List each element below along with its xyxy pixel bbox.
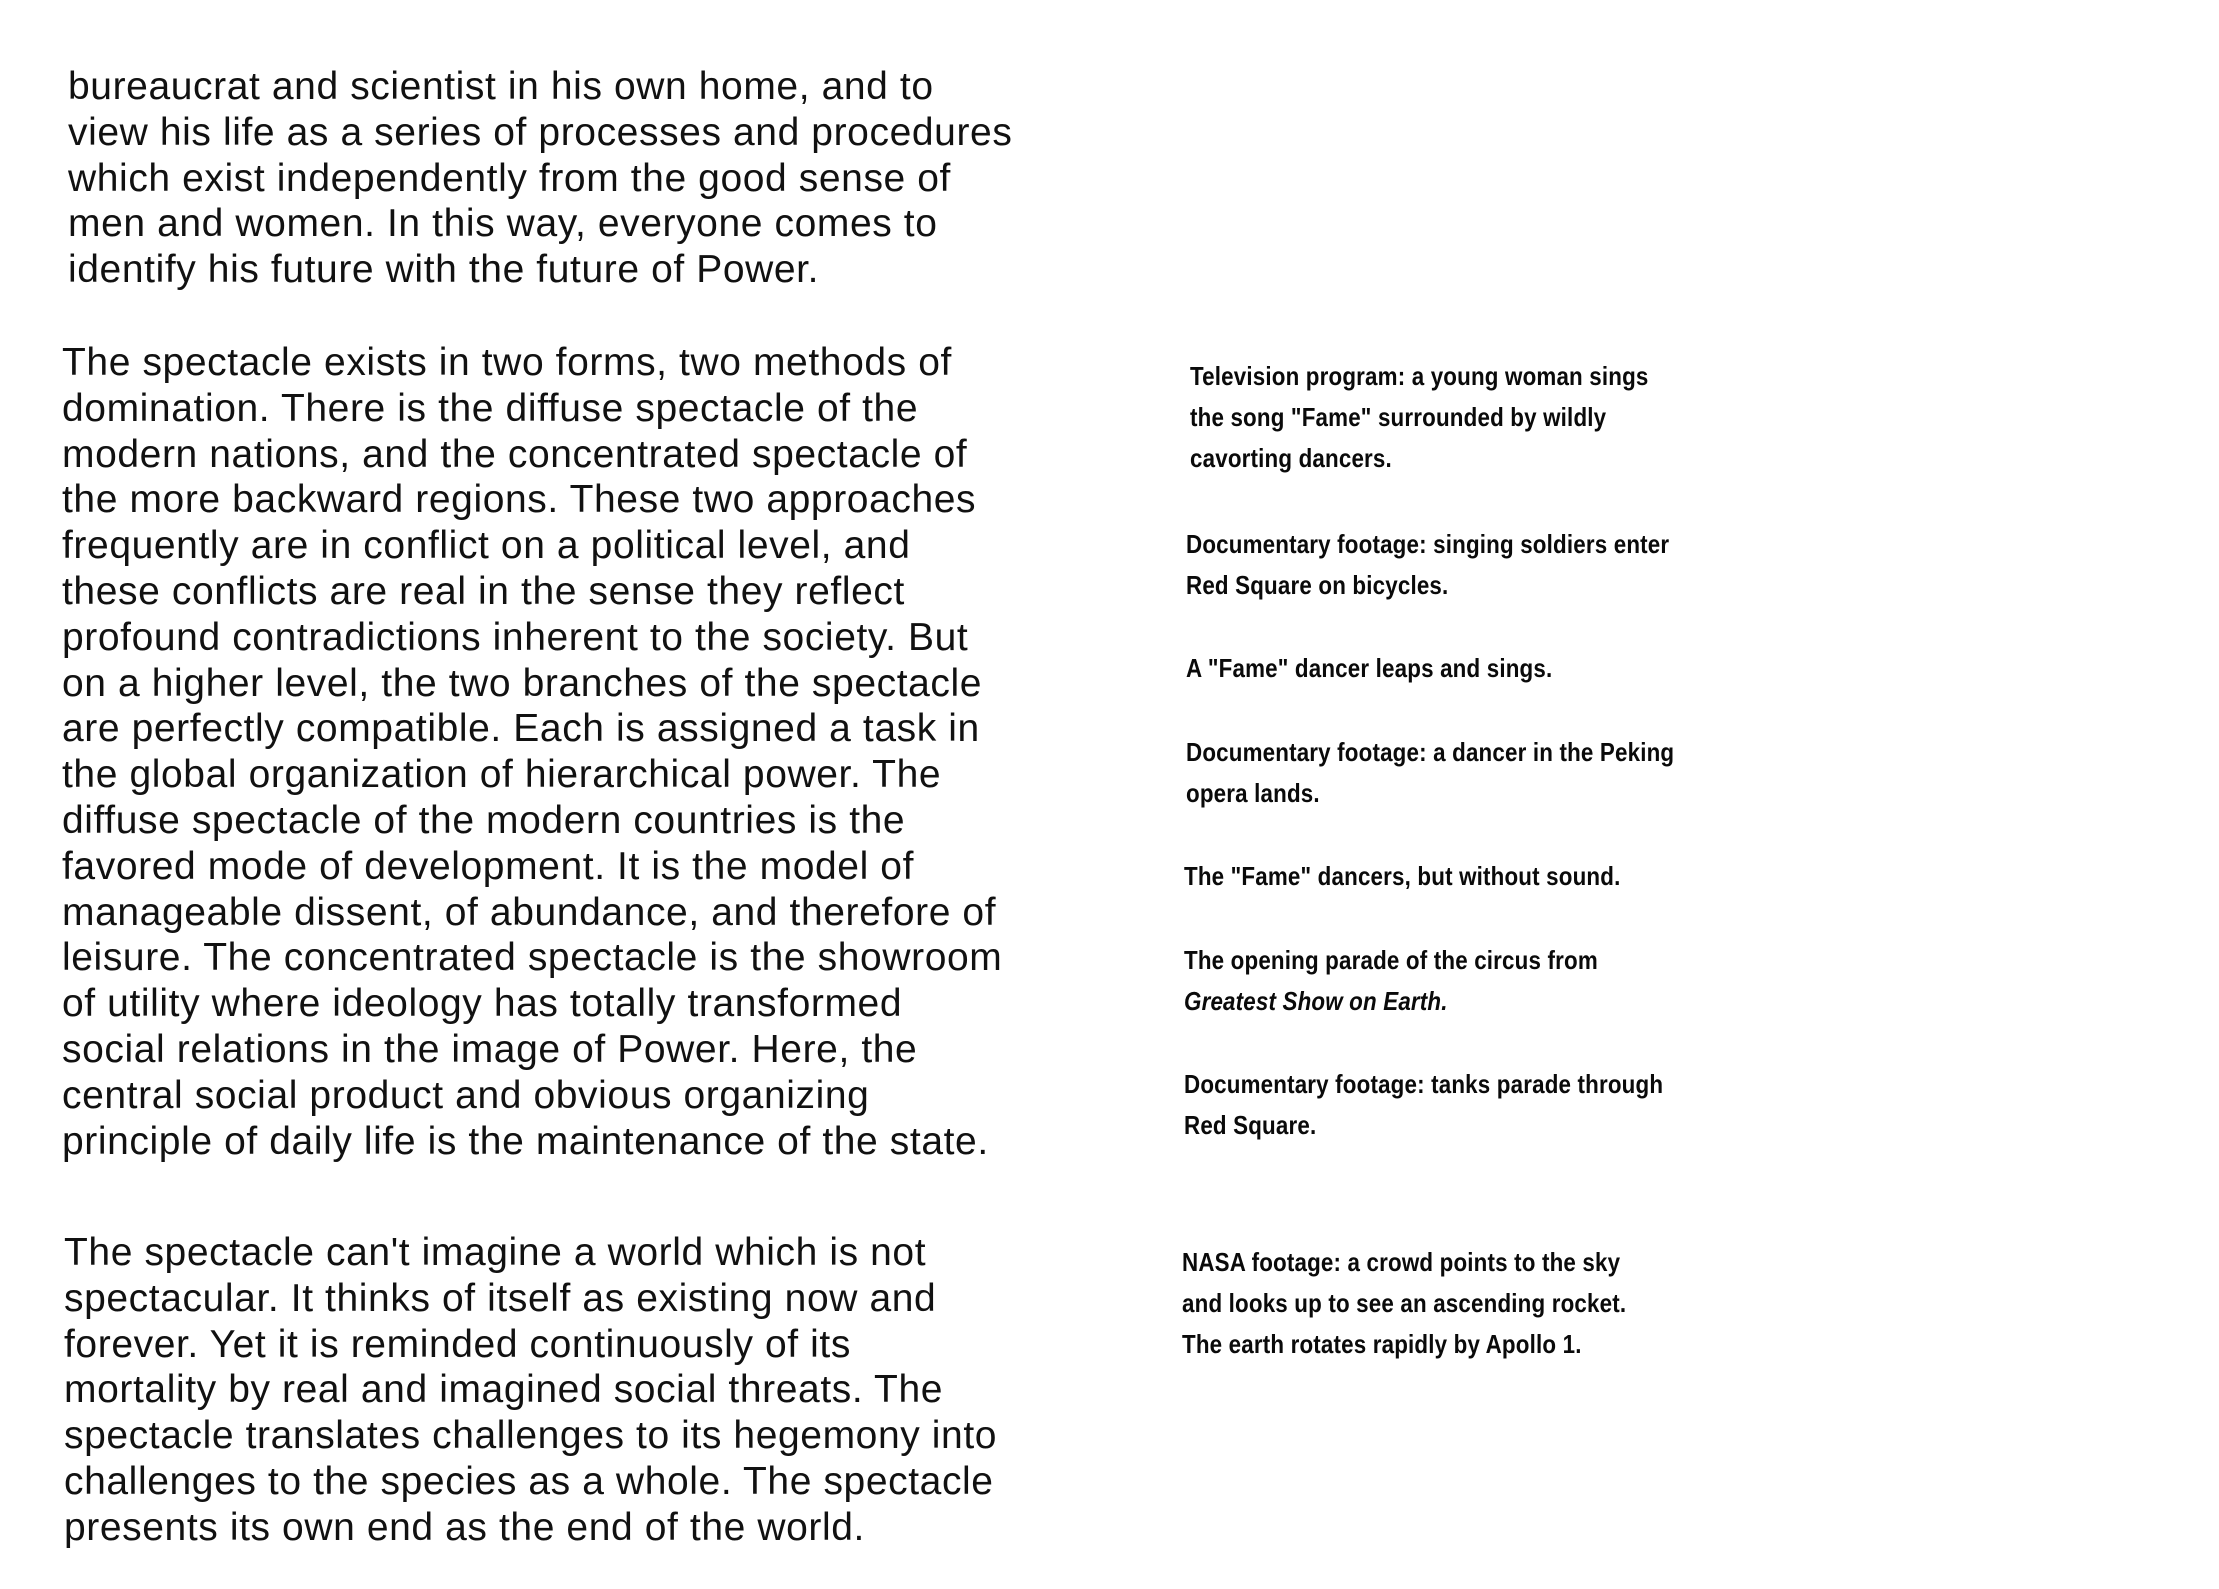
text-line: men and women. In this way, everyone comes to (68, 202, 938, 246)
note-line: Red Square. (1184, 1110, 1317, 1140)
body-paragraph-2 (62, 340, 1172, 1164)
side-note (1186, 732, 1674, 814)
note-line: The "Fame" dancers, but without sound. (1184, 861, 1621, 891)
note-line: NASA footage: a crowd points to the sky (1182, 1247, 1621, 1277)
text-line: domination. There is the diffuse spectacle of the (62, 386, 919, 430)
text-line: forever. Yet it is reminded continuously of its (64, 1322, 851, 1366)
side-note (1184, 856, 1620, 897)
text-line: challenges to the species as a whole. The spectacle (64, 1459, 994, 1503)
text-line: leisure. The concentrated spectacle is the showroom (62, 936, 1003, 980)
text-line: spectacular. It thinks of itself as existing now and (64, 1276, 937, 1320)
note-line: and looks up to see an ascending rocket. (1182, 1288, 1627, 1318)
note-line: The earth rotates rapidly by Apollo 1. (1182, 1329, 1582, 1359)
text-line: mortality by real and imagined social threats. The (64, 1368, 944, 1412)
note-line: the song "Fame" surrounded by wildly (1190, 402, 1607, 432)
text-line: spectacle translates challenges to its hegemony into (64, 1414, 998, 1458)
text-line: are perfectly compatible. Each is assigned a task in (62, 707, 980, 751)
text-line: view his life as a series of processes and procedures (68, 110, 1013, 154)
body-paragraph-1 (68, 64, 1178, 293)
text-line: modern nations, and the concentrated spectacle of (62, 432, 968, 476)
side-note (1184, 1064, 1663, 1146)
text-line: the more backward regions. These two approaches (62, 478, 977, 522)
side-note (1186, 648, 1552, 689)
text-line: central social product and obvious organizing (62, 1073, 870, 1117)
note-line: opera lands. (1186, 778, 1320, 808)
side-note (1184, 940, 1598, 1022)
text-line: diffuse spectacle of the modern countries is the (62, 798, 906, 842)
body-paragraph-3 (64, 1230, 1174, 1551)
text-line: these conflicts are real in the sense they reflect (62, 569, 905, 613)
note-line-film-title: Greatest Show on Earth. (1184, 986, 1448, 1016)
text-line: presents its own end as the end of the world. (64, 1505, 865, 1549)
text-line: profound contradictions inherent to the society. But (62, 615, 969, 659)
note-line: Red Square on bicycles. (1186, 570, 1449, 600)
note-line: Television program: a young woman sings (1190, 361, 1649, 391)
note-line: cavorting dancers. (1190, 443, 1392, 473)
text-line: of utility where ideology has totally transformed (62, 982, 903, 1026)
side-note (1182, 1242, 1626, 1365)
text-line: on a higher level, the two branches of the spectacle (62, 661, 983, 705)
note-line: Documentary footage: tanks parade through (1184, 1069, 1664, 1099)
note-line: Documentary footage: a dancer in the Peking (1186, 737, 1675, 767)
side-note (1186, 524, 1669, 606)
note-line: Documentary footage: singing soldiers enter (1186, 529, 1670, 559)
text-line: the global organization of hierarchical power. The (62, 753, 942, 797)
text-line: identify his future with the future of Power. (68, 248, 820, 292)
note-line: The opening parade of the circus from (1184, 945, 1598, 975)
text-line: The spectacle exists in two forms, two methods of (62, 341, 952, 384)
text-line: The spectacle can't imagine a world which is not (64, 1231, 927, 1274)
text-line: manageable dissent, of abundance, and therefore of (62, 890, 997, 934)
text-line: social relations in the image of Power. Here, the (62, 1027, 918, 1071)
text-line: principle of daily life is the maintenance of the state. (62, 1119, 989, 1163)
text-line: which exist independently from the good sense of (68, 156, 951, 200)
text-line: bureaucrat and scientist in his own home, and to (68, 65, 934, 108)
text-line: favored mode of development. It is the model of (62, 844, 914, 888)
note-line: A "Fame" dancer leaps and sings. (1186, 653, 1553, 683)
text-line: frequently are in conflict on a political level, and (62, 524, 911, 568)
side-note (1190, 356, 1649, 479)
